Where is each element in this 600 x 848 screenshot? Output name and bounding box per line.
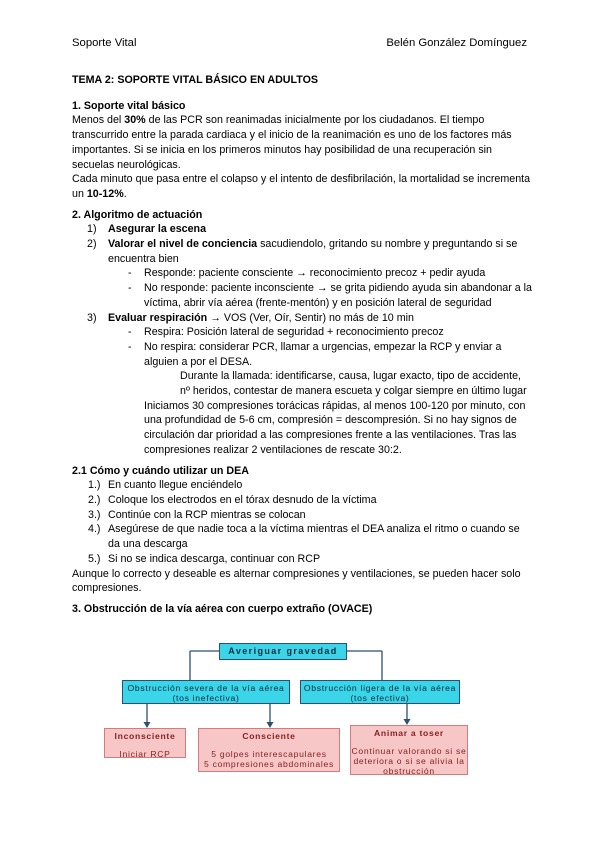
section-1-heading: 1. Soporte vital básico [72,99,186,112]
dea-step: 5.) Si no se indica descarga, continuar con RCP [88,552,321,565]
step-3-respira: - Respira: Posición lateral de seguridad + reconocimiento precoz [128,326,444,339]
step-3: 3) Evaluar respiración → VOS (Ver, Oír, Sentir) no más de 10 min [87,311,414,324]
flow-inconsciente: Inconsciente Iniciar RCP [104,728,186,758]
section-1-paragraph-1: Menos del 30% de las PCR son reanimadas inicialmente por los ciudadanos. El tiempo transcurrido entre la parada cardiaca y el inicio de la reanimación es uno de los factores más importantes. Si se inicia en los primeros minutos hay posibilidad de una recuperación sin secuelas neurológicas. [72,114,512,171]
section-2-heading: 2. Algoritmo de actuación [72,208,203,221]
dea-step: 1.) En cuanto llegue enciéndelo [88,479,243,492]
section-3-heading: 3. Obstrucción de la vía aérea con cuerpo extraño (OVACE) [72,602,373,615]
step-2: 2) Valorar el nivel de conciencia sacudiendolo, gritando su nombre y preguntando si se encuentra bien [87,238,518,265]
call-instructions: Durante la llamada: identificarse, causa, lugar exacto, tipo de accidente, nº heridos, contestar de manera escueta y colgar siempre en último lugar [180,370,527,398]
flow-consciente: Consciente 5 golpes interescapulares 5 compresiones abdominales [198,728,340,772]
dea-step: 4.) Asegúrese de que nadie toca a la víctima mientras el DEA analiza el ritmo o cuando se da una descarga [88,523,520,551]
flow-obstruccion-ligera: Obstrucción ligera de la vía aérea (tos efectiva) [300,680,460,704]
flow-averiguar-gravedad: Averiguar gravedad [219,643,347,660]
flow-obstruccion-severa: Obstrucción severa de la vía aérea (tos inefectiva) [122,680,290,704]
step-2-responde: - Responde: paciente consciente → reconocimiento precoz + pedir ayuda [128,267,486,280]
header-right: Belén González Domínguez [386,37,527,49]
page-title: TEMA 2: SOPORTE VITAL BÁSICO EN ADULTOS [72,74,319,86]
dea-step: 3.) Continúe con la RCP mientras se colocan [88,508,306,521]
dea-step: 2.) Coloque los electrodos en el tórax desnudo de la víctima [88,493,377,506]
section-2-1-heading: 2.1 Cómo y cuándo utilizar un DEA [72,464,249,477]
dea-note: Aunque lo correcto y deseable es alternar compresiones y ventilaciones, se pueden hacer solo compresiones. [72,567,521,595]
flow-animar-toser: Animar a toser Continuar valorando si se deteriora o si se alivia la obstrucción [350,725,468,775]
header-left: Soporte Vital [72,37,137,49]
section-1-paragraph-2: Cada minuto que pasa entre el colapso y el intento de desfibrilación, la mortalidad se incrementa un 10-12%. [72,173,531,200]
step-2-no-responde: - No responde: paciente inconsciente → se grita pidiendo ayuda sin abandonar a la víctima, abrir vía aérea (frente-mentón) y en posición lateral de seguridad [128,282,532,309]
step-3-no-respira: - No respira: considerar PCR, llamar a urgencias, empezar la RCP y enviar a alguien a por el DESA. [128,340,502,368]
page-content [72,73,532,617]
compressions-text: Iniciamos 30 compresiones torácicas rápidas, al menos 100-120 por minuto, con una profundidad de 5-6 cm, compresión = descompresión. Si no hay signos de circulación dar prioridad a las compresiones frente a las ventilaciones. Tras las compresiones realizar 2 ventilaciones de rescate 30:2. [144,399,526,456]
step-1: 1) Asegurar la escena [87,223,207,236]
